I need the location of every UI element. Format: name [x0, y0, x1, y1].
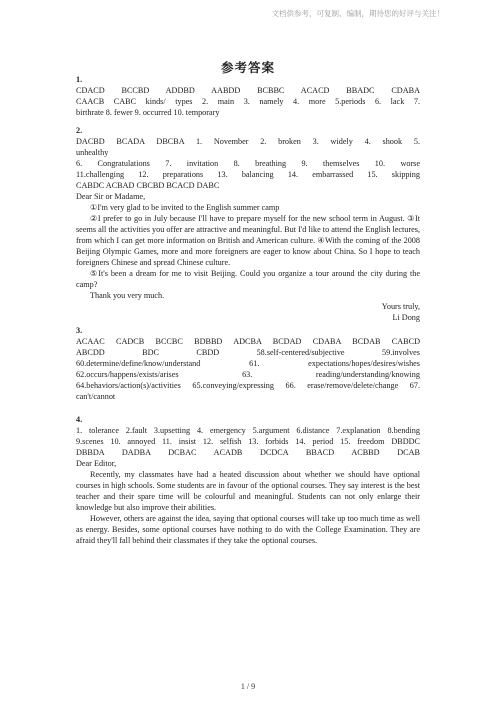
section-2-line: DACBD BCADA DBCBA 1. November 2. broken 3. widely 4. shook 5. — [76, 137, 420, 146]
section-3-line: ACAAC CADCB BCCBC BDBBD ADCBA BCDAD CDABA BCDAB CABCD — [76, 337, 420, 346]
letter-thanks: Thank you very much. — [90, 291, 165, 300]
section-4-line: 1. tolerance 2.fault 3.upsetting 4. emergency 5.argument 6.distance 7.explanation 8.bending — [76, 426, 420, 435]
answer-body — [76, 74, 420, 546]
letter-paragraph: Recently, my classmates have had a heated discussion about whether we should have optional courses in high schools. Some students are in favour of the optional courses. They say interest is the best teacher and their spare time will be colourful and meaningful. Students can not only enlarge their knowledge but also improve their abilities. — [76, 470, 420, 512]
section-2-line: unhealthy — [76, 148, 109, 157]
letter-paragraph: ①I'm very glad to be invited to the English summer camp — [90, 203, 280, 212]
section-1-line: CAACB CABC kinds/ types 2. main 3. namely 4. more 5.periods 6. lack 7. — [76, 97, 420, 106]
section-3-line: 62.occurs/happens/exists/arises 63. reading/understanding/knowing — [76, 370, 420, 379]
section-2-line: 6. Congratulations 7. invitation 8. breathing 9. themselves 10. worse — [76, 159, 420, 168]
section-2-line: CABDC ACBAD CBCBD BCACD DABC — [76, 181, 220, 190]
section-3-line: 64.behaviors/action(s)/activities 65.conveying/expressing 66. erase/remove/delete/change 67. — [76, 381, 420, 390]
section-2-line: 11.challenging 12. preparations 13. balancing 14. embarrassed 15. skipping — [76, 170, 420, 179]
letter-paragraph: However, others are against the idea, saying that optional courses will take up too much time as well as energy. Besides, some optional courses have nothing to do with the College Examination. They are afraid they'll fall behind their classmates if they take the optional courses. — [76, 514, 420, 545]
letter-greeting: Dear Editor, — [76, 459, 117, 468]
section-1-line: birthrate 8. fewer 9. occurred 10. temporary — [76, 108, 220, 117]
section-3-line: can't/cannot — [76, 392, 116, 401]
section-4-number: 4. — [76, 415, 83, 424]
section-4-line: 9.scenes 10. annoyed 11. insist 12. selfish 13. forbids 14. period 15. freedom DBDDC — [76, 437, 420, 446]
letter-paragraph: ⑤It's been a dream for me to visit Beijing. Could you organize a tour around the city during the camp? — [76, 269, 420, 289]
letter-signature: Li Dong — [392, 313, 420, 322]
section-4-line: DBBDA DADBA DCBAC ACADB DCDCA BBACD ACBBD DCAB — [76, 448, 420, 457]
letter-greeting: Dear Sir or Madame, — [76, 192, 146, 201]
section-3-line: 60.determine/define/know/understand 61. expectations/hopes/desires/wishes — [76, 359, 420, 368]
header-note: 文档供参考，可复制、编制，期待您的好评与关注！ — [271, 9, 444, 18]
section-2-number: 2. — [76, 126, 83, 135]
page-title: 参考答案 — [220, 60, 275, 75]
section-1-line: CDACD BCCBD ADDBD AABDD BCBBC ACACD BBADC CDABA — [76, 86, 420, 95]
section-1-number: 1. — [76, 75, 83, 84]
section-3-number: 3. — [76, 326, 83, 335]
letter-paragraph: ②I prefer to go in July because I'll have to prepare myself for the new school term in August. ③It seems all the activities you offer are attractive and meaningful. But I'd like to attend the English lectures, from which I can get more information on British and American culture. ④With the coming of the 2008 Beijing Olympic Games, more and more foreigners are eager to know about China. So I hope to teach foreigners Chinese and spread Chinese culture. — [76, 214, 420, 267]
letter-closing: Yours truly, — [381, 302, 420, 311]
section-3-line: ABCDD BDC CBDD 58.self-centered/subjective 59.involves — [76, 348, 420, 357]
page-number: 1 / 9 — [240, 682, 256, 691]
